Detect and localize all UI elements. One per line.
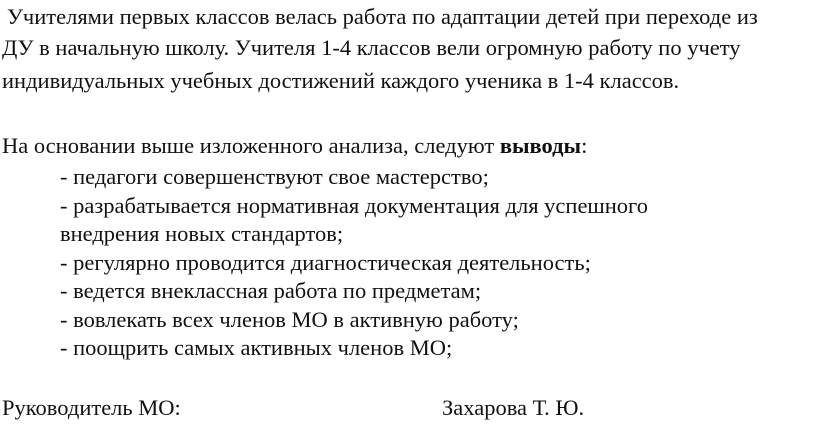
- paragraph-line-2: ДУ в начальную школу. Учителя 1-4 классов вели огромную работу по учету: [2, 35, 741, 60]
- paragraph-line-3: индивидуальных учебных достижений каждого ученика в 1-4 классов.: [2, 68, 680, 93]
- conclusions-keyword: выводы: [499, 133, 582, 158]
- conclusion-item: - поощрить самых активных членов МО;: [60, 335, 453, 360]
- conclusions-intro-line: [2, 131, 587, 161]
- conclusion-item: - регулярно проводится диагностическая деятельность;: [60, 249, 591, 275]
- conclusions-intro: На основании выше изложенного анализа, следуют: [2, 133, 500, 158]
- paragraph-line-1: Учителями первых классов велась работа по адаптации детей при переходе из: [7, 4, 758, 29]
- conclusion-item: - ведется внеклассная работа по предметам;: [60, 278, 482, 303]
- conclusions-list: [60, 163, 648, 363]
- signature-name: Захарова Т. Ю.: [442, 395, 585, 420]
- conclusion-item: - разрабатывается нормативная документация для успешного: [60, 192, 648, 218]
- conclusion-item: - вовлекать всех членов МО в активную работу;: [60, 306, 519, 332]
- conclusions-colon: :: [581, 133, 588, 158]
- signature-role: Руководитель МО:: [2, 395, 181, 420]
- conclusion-item: внедрения новых стандартов;: [60, 221, 344, 246]
- conclusion-item: - педагоги совершенствуют свое мастерство;: [60, 164, 489, 189]
